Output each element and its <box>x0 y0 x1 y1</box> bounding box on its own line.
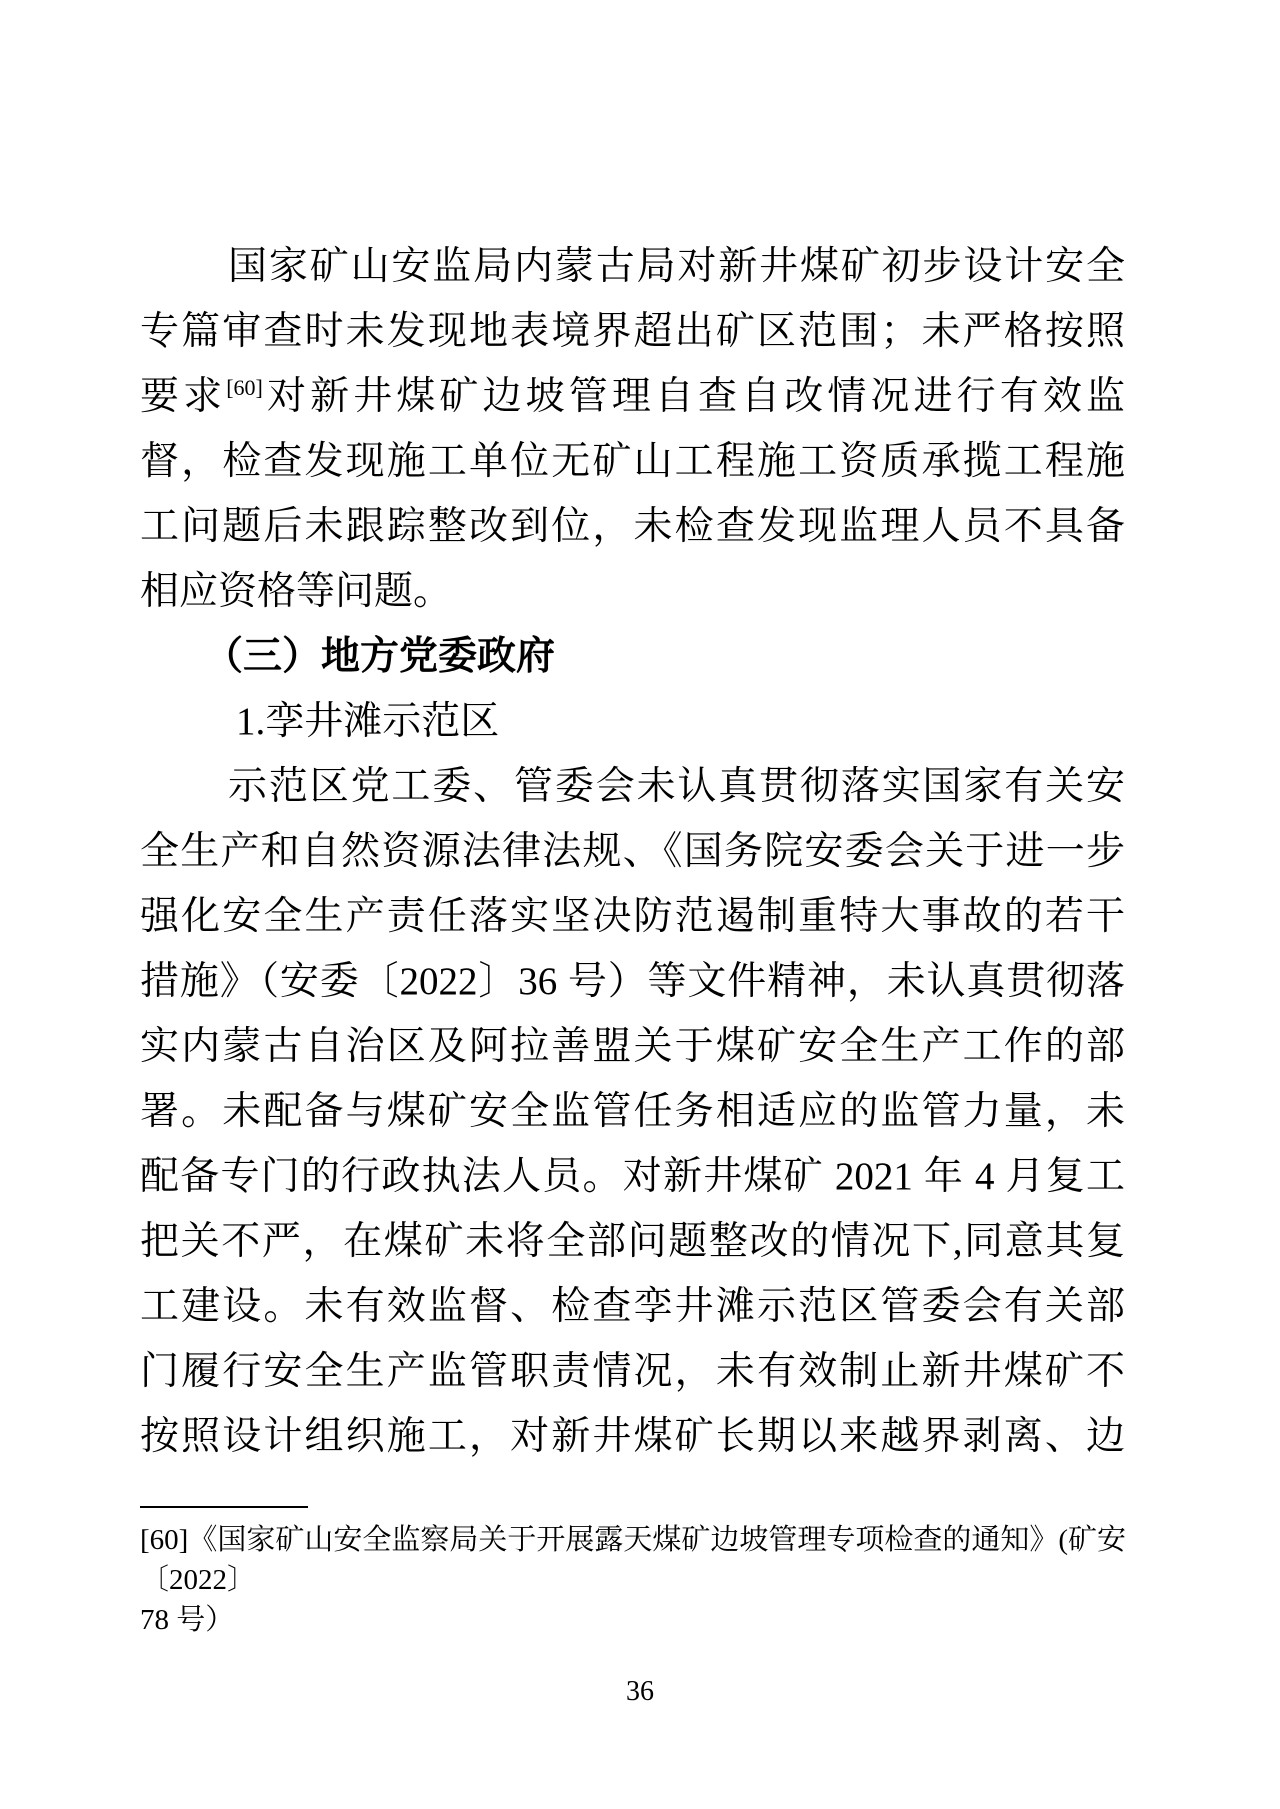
body-line: 署。未配备与煤矿安全监管任务相适应的监管力量，未 <box>140 1090 1125 1133</box>
body-line: 门履行安全生产监管职责情况，未有效制止新井煤矿不 <box>140 1350 1125 1393</box>
body-line: 专篇审查时未发现地表境界超出矿区范围；未严格按照 <box>140 310 1125 353</box>
body-line: 配备专门的行政执法人员。对新井煤矿 2021 年 4 月复工 <box>140 1155 1125 1198</box>
body-line: 实内蒙古自治区及阿拉善盟关于煤矿安全生产工作的部 <box>140 1025 1125 1068</box>
body-text <box>140 234 1125 1469</box>
body-line: 工建设。未有效监督、检查孪井滩示范区管委会有关部 <box>140 1285 1125 1328</box>
footnote-ref-60: [60] <box>226 375 263 400</box>
body-line: 示范区党工委、管委会未认真贯彻落实国家有关安 <box>228 765 1125 808</box>
subsection-heading: 1.孪井滩示范区 <box>236 700 500 743</box>
body-line: 督，检查发现施工单位无矿山工程施工资质承揽工程施 <box>140 440 1125 483</box>
body-line: 把关不严，在煤矿未将全部问题整改的情况下,同意其复 <box>140 1220 1125 1263</box>
body-line: 工问题后未跟踪整改到位，未检查发现监理人员不具备 <box>140 505 1125 548</box>
body-line: 按照设计组织施工，对新井煤矿长期以来越界剥离、边 <box>140 1415 1125 1458</box>
section-heading: （三）地方党委政府 <box>204 635 556 678</box>
footnote-text-line: [60]《国家矿山安全监察局关于开展露天煤矿边坡管理专项检查的通知》(矿安〔2022〕 <box>140 1524 1126 1596</box>
body-line: 国家矿山安监局内蒙古局对新井煤矿初步设计安全 <box>228 245 1125 288</box>
body-line: 强化安全生产责任落实坚决防范遏制重特大事故的若干 <box>140 895 1125 938</box>
body-line-segment: 要求 <box>140 375 227 418</box>
body-line: 措施》（安委〔2022〕36 号）等文件精神，未认真贯彻落 <box>140 960 1125 1003</box>
page-number: 36 <box>626 1676 654 1707</box>
body-line: 相应资格等问题。 <box>140 570 453 613</box>
footnote-text-line: 78 号） <box>140 1604 235 1636</box>
body-line-segment: 对新井煤矿边坡管理自查自改情况进行有效监 <box>262 375 1125 418</box>
body-line-with-footnote-ref <box>140 364 1125 429</box>
footnote <box>140 1506 1130 1640</box>
body-line: 全生产和自然资源法律法规、《国务院安委会关于进一步 <box>140 830 1125 873</box>
footnote-divider <box>140 1506 308 1508</box>
